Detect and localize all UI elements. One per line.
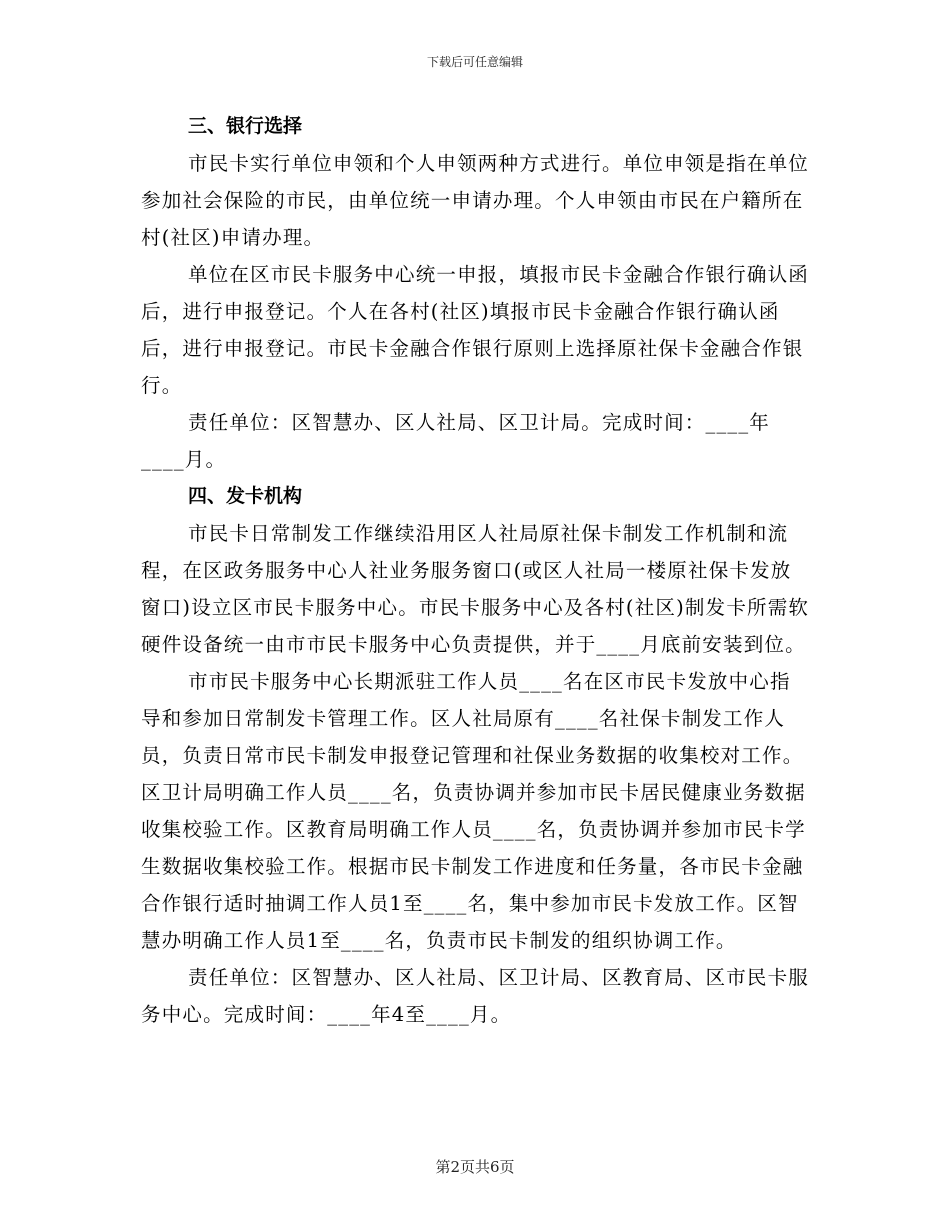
- section-bank-selection: [141, 108, 811, 478]
- paragraph: 单位在区市民卡服务中心统一申报，填报市民卡金融合作银行确认函后，进行申报登记。个人在各村(社区)填报市民卡金融合作银行确认函后，进行申报登记。市民卡金融合作银行原则上选择原社保卡金融合作银行。: [141, 263, 810, 397]
- paragraph: 市市民卡服务中心长期派驻工作人员____名在区市民卡发放中心指导和参加日常制发卡管理工作。区人社局原有____名社保卡制发工作人员，负责日常市民卡制发申报登记管理和社保业务数据的收集校对工作。区卫计局明确工作人员____名，负责协调并参加市民卡居民健康业务数据收集校验工作。区教育局明确工作人员____名，负责协调并参加市民卡学生数据收集校验工作。根据市民卡制发工作进度和任务量，各市民卡金融合作银行适时抽调工作人员1至____名，集中参加市民卡发放工作。区智慧办明确工作人员1至____名，负责市民卡制发的组织协调工作。: [141, 670, 806, 952]
- page-number: 第2页共6页: [435, 1158, 515, 1176]
- paragraph: 责任单位：区智慧办、区人社局、区卫计局、区教育局、区市民卡服务中心。完成时间：____年4至____月。: [141, 966, 810, 1026]
- paragraph: 责任单位：区智慧办、区人社局、区卫计局。完成时间：____年____月。: [141, 411, 771, 471]
- document-body: [141, 108, 811, 1033]
- section-card-issuing-agency: [141, 478, 811, 1033]
- section-heading: 三、银行选择: [188, 115, 303, 137]
- header-note: 下载后可任意编辑: [426, 55, 523, 69]
- section-heading: 四、发卡机构: [188, 485, 303, 507]
- paragraph: 市民卡实行单位申领和个人申领两种方式进行。单位申领是指在单位参加社会保险的市民，由单位统一申请办理。个人申领由市民在户籍所在村(社区)申请办理。: [141, 152, 810, 249]
- paragraph: 市民卡日常制发工作继续沿用区人社局原社保卡制发工作机制和流程，在区政务服务中心人社业务服务窗口(或区人社局一楼原社保卡发放窗口)设立区市民卡服务中心。市民卡服务中心及各村(社区)制发卡所需软硬件设备统一由市市民卡服务中心负责提供，并于____月底前安装到位。: [141, 522, 810, 656]
